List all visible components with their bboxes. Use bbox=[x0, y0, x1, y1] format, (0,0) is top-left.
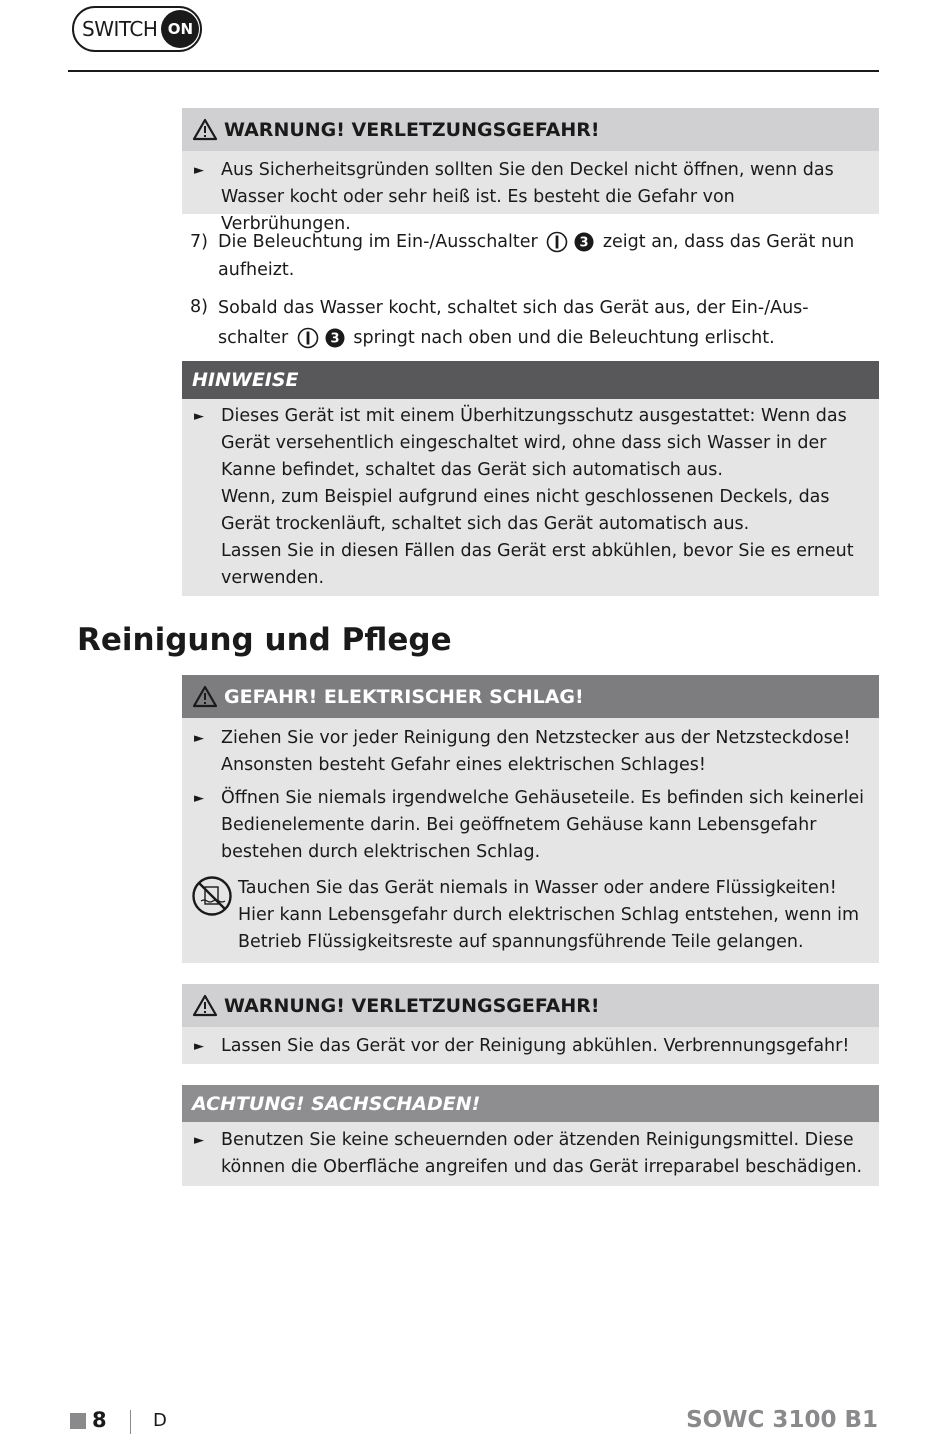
warning-triangle-icon bbox=[192, 994, 218, 1017]
caution-box-property bbox=[182, 1085, 879, 1186]
step-8: 8) Sobald das Wasser kocht, schaltet sich das Gerät aus, der Ein-/Aus-schalter 3 springt nach oben und die Beleuchtung erlischt. bbox=[190, 297, 809, 348]
notes-box bbox=[182, 361, 879, 596]
header-rule bbox=[68, 70, 879, 72]
brand-logo bbox=[72, 6, 202, 52]
step-7: 7) Die Beleuchtung im Ein-/Ausschalter 3 zeigt an, dass das Gerät nun aufheizt. bbox=[190, 232, 855, 280]
no-water-item: Tauchen Sie das Gerät niemals in Wasser oder andere Flüssigkeiten! Hier kann Lebensgefahr durch elektrischen Schlag entstehen, wenn im Betrieb Flüssigkeitsreste auf spannungsführende Teile gelangen. bbox=[182, 875, 879, 956]
danger-item: ► Ziehen Sie vor jeder Reinigung den Netzstecker aus der Netzsteckdose! Ansonsten besteht Gefahr eines elektrischen Schlages! bbox=[182, 725, 879, 779]
svg-text:3: 3 bbox=[330, 331, 340, 347]
section-title: Reinigung und Pflege bbox=[77, 622, 452, 658]
reference-badge-icon bbox=[574, 232, 594, 252]
power-switch-icon bbox=[546, 231, 568, 253]
warning-item: ► Lassen Sie das Gerät vor der Reinigung abkühlen. Verbrennungsgefahr! bbox=[182, 1033, 879, 1060]
warning-box-burn bbox=[182, 984, 879, 1064]
logo-on-badge: ON bbox=[161, 10, 199, 48]
no-immersion-icon bbox=[191, 875, 233, 917]
bullet-arrow-icon: ► bbox=[194, 1039, 204, 1054]
svg-text:3: 3 bbox=[579, 235, 589, 251]
power-switch-icon bbox=[297, 327, 319, 349]
footer-divider bbox=[130, 1410, 131, 1434]
notes-header bbox=[182, 361, 879, 399]
language-code: D bbox=[153, 1410, 167, 1431]
page-number: 8 bbox=[92, 1408, 107, 1432]
warning-box-scalding bbox=[182, 108, 879, 234]
danger-title: GEFAHR! ELEKTRISCHER SCHLAG! bbox=[224, 685, 584, 708]
danger-item: ► Öffnen Sie niemals irgendwelche Gehäuseteile. Es befinden sich keinerlei Bedienelemente darin. Bei geöffnetem Gehäuse kann Lebensgefahr bestehen durch elektrischen Schlag. bbox=[182, 785, 879, 866]
bullet-arrow-icon: ► bbox=[194, 1133, 204, 1148]
logo-text: SWITCH bbox=[82, 17, 158, 41]
warning-title: WARNUNG! VERLETZUNGSGEFAHR! bbox=[224, 994, 600, 1017]
bullet-arrow-icon: ► bbox=[194, 791, 204, 806]
model-number: SOWC 3100 B1 bbox=[686, 1407, 878, 1433]
bullet-arrow-icon: ► bbox=[194, 163, 204, 178]
caution-header bbox=[182, 1085, 879, 1122]
warning-header bbox=[182, 984, 879, 1027]
warning-title: WARNUNG! VERLETZUNGSGEFAHR! bbox=[224, 118, 600, 141]
warning-item: ► Aus Sicherheitsgründen sollten Sie den Deckel nicht öffnen, wenn das Wasser kocht oder sehr heiß ist. Es besteht die Gefahr von Verbrühungen. bbox=[182, 157, 879, 238]
caution-item: ► Benutzen Sie keine scheuernden oder ätzenden Reinigungsmittel. Diese können die Oberfläche angreifen und das Gerät irreparabel beschädigen. bbox=[182, 1127, 879, 1181]
warning-triangle-icon bbox=[192, 118, 218, 141]
danger-box-electric bbox=[182, 675, 879, 963]
warning-header bbox=[182, 108, 879, 151]
bullet-arrow-icon: ► bbox=[194, 409, 204, 424]
bullet-arrow-icon: ► bbox=[194, 731, 204, 746]
footer-square-icon bbox=[70, 1413, 86, 1429]
warning-triangle-icon bbox=[192, 685, 218, 708]
notes-item: ► Dieses Gerät ist mit einem Überhitzungsschutz ausgestattet: Wenn das Gerät versehentlich eingeschaltet wird, ohne dass sich Wasser in der Kanne befindet, schaltet das Gerät sich automatisch aus. Wenn, zum Beispiel aufgrund eines nicht geschlossenen Deckels, das Gerät trockenläuft, schaltet sich das Gerät automatisch aus. Lassen Sie in diesen Fällen das Gerät erst abkühlen, bevor Sie es erneut verwenden. bbox=[182, 403, 879, 592]
notes-title: HINWEISE bbox=[192, 369, 299, 391]
reference-badge-icon bbox=[325, 328, 345, 348]
danger-header bbox=[182, 675, 879, 718]
caution-title: ACHTUNG! SACHSCHADEN! bbox=[192, 1092, 481, 1115]
